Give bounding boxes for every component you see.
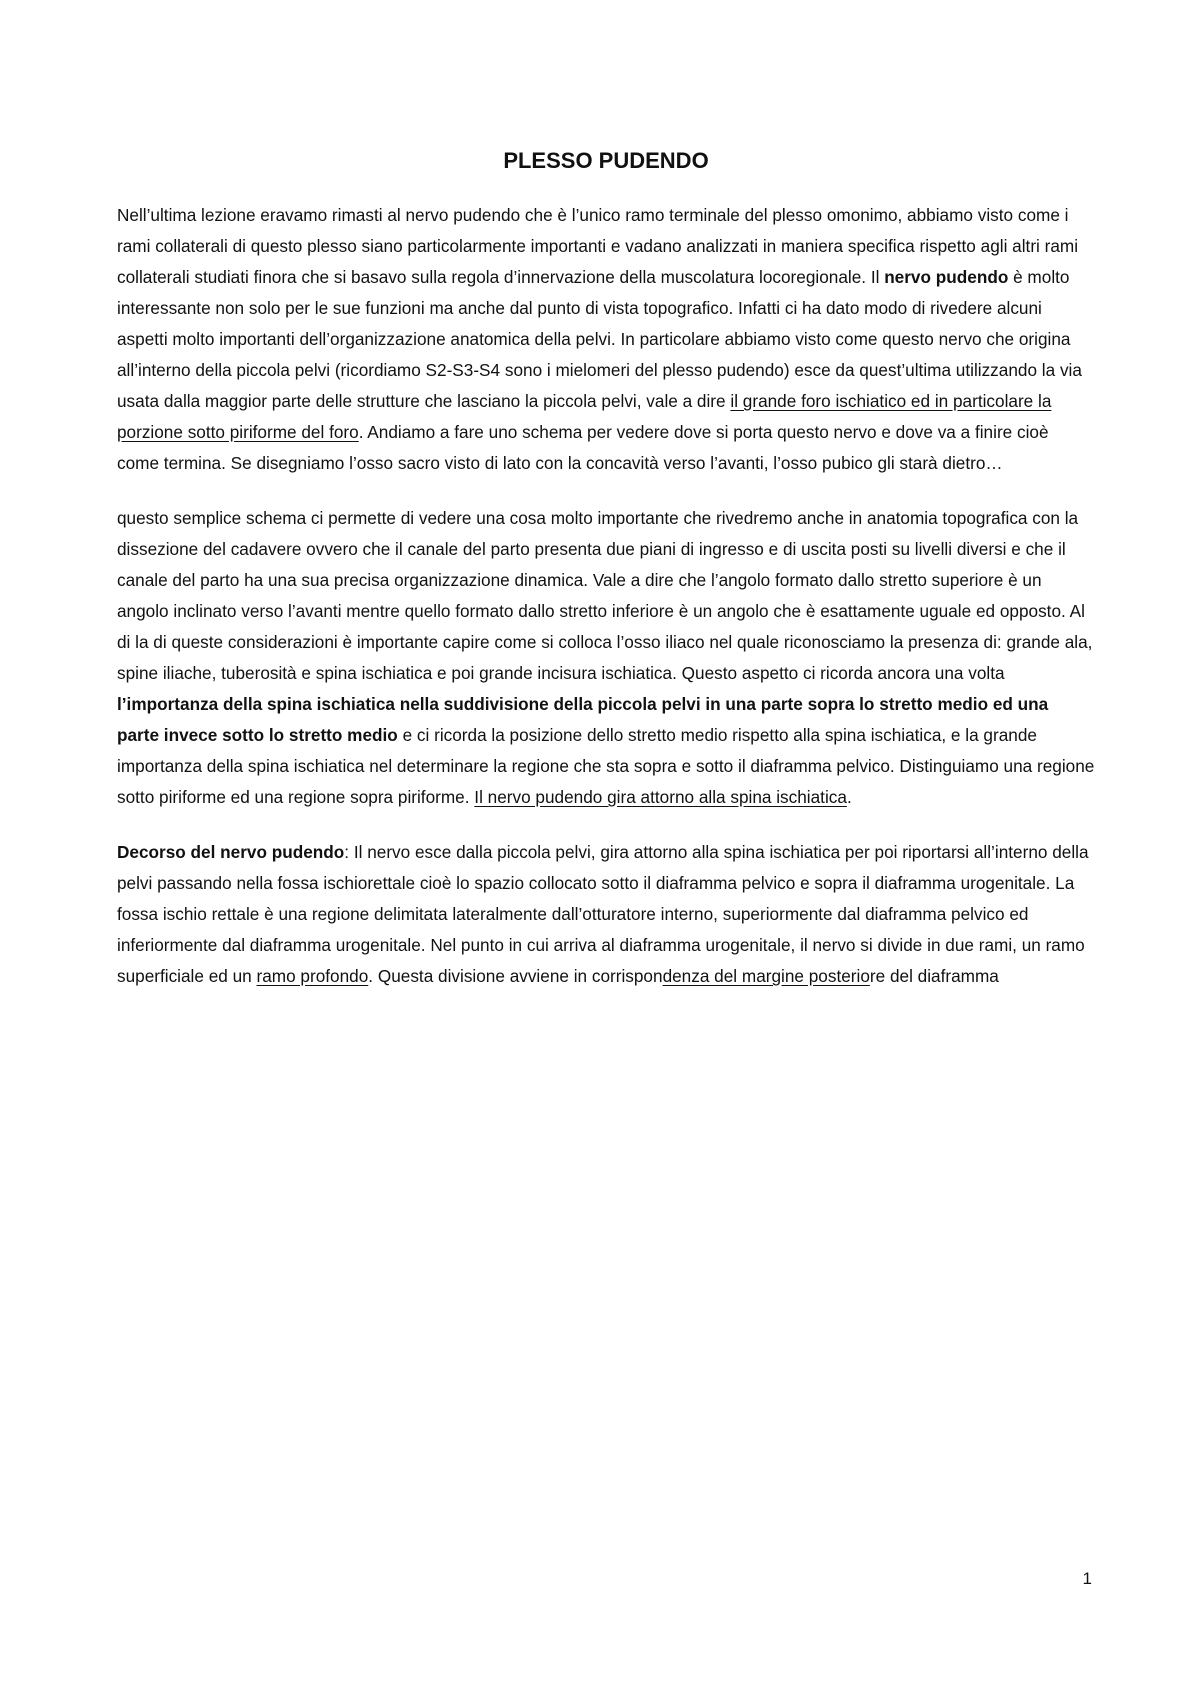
- document-title: PLESSO PUDENDO: [503, 148, 709, 173]
- bold-text: Decorso del nervo pudendo: [117, 842, 345, 862]
- text-segment: è molto interessante non solo per le sue funzioni ma anche dal punto di vista topografico. Infatti ci ha dato modo di rivedere alcuni aspetti molto importanti dell’organizzazione anatomica della pelvi. In particolare abbiamo visto come questo nervo che origina all’interno della piccola pelvi (ricordiamo S2-S3-S4 sono i mielomeri del plesso pudendo) esce da quest’ultima utilizzando la via usata dalla maggior parte delle strutture che lasciano la piccola pelvi, vale a dire: [117, 267, 1082, 411]
- text-segment: . Questa divisione avviene in corrispon: [368, 966, 663, 986]
- underlined-text: ramo profondo: [256, 966, 369, 986]
- text-segment: e ci ricorda la posizione dello stretto medio rispetto alla spina ischiatica, e la grande importanza della spina ischiatica nel determinare la regione che sta sopra e sotto il diaframma pelvico. Distinguiamo una regione sotto piriforme ed una regione sopra piriforme.: [117, 725, 1095, 807]
- document-body: [117, 146, 1095, 1016]
- paragraph-schema: [117, 503, 1095, 813]
- text-segment: questo semplice schema ci permette di vedere una cosa molto importante che rivedremo anche in anatomia topografica con la dissezione del cadavere ovvero che il canale del parto presenta due piani di ingresso e di uscita posti su livelli diversi e che il canale del parto ha una sua precisa organizzazione dinamica. Vale a dire che l’angolo formato dallo stretto superiore è un angolo inclinato verso l’avanti mentre quello formato dallo stretto inferiore è un angolo che è esattamente uguale ed opposto. Al di la di queste considerazioni è importante capire come si colloca l’osso iliaco nel quale riconosciamo la presenza di: grande ala, spine iliache, tuberosità e spina ischiatica e poi grande incisura ischiatica. Questo aspetto ci ricorda ancora una volta: [117, 508, 1093, 683]
- underlined-text: denza del margine posterio: [662, 966, 870, 986]
- paragraph-decorso: [117, 837, 1095, 992]
- text-segment: .: [846, 787, 852, 807]
- text-segment: : Il nervo esce dalla piccola pelvi, gira attorno alla spina ischiatica per poi riportarsi all’interno della pelvi passando nella fossa ischiorettale cioè lo spazio collocato sotto il diaframma pelvico e sopra il diaframma urogenitale. La fossa ischio rettale è una regione delimitata lateralmente dall’otturatore interno, superiormente dal diaframma pelvico ed inferiormente dal diaframma urogenitale. Nel punto in cui arriva al diaframma urogenitale, il nervo si divide in due rami, un ramo superficiale ed un: [117, 842, 1089, 986]
- text-segment: Nell’ultima lezione eravamo rimasti al nervo pudendo che è l’unico ramo terminale del plesso omonimo, abbiamo visto come i rami collaterali di questo plesso siano particolarmente importanti e vadano analizzati in maniera specifica rispetto agli altri rami collaterali studiati finora che si basavo sulla regola d’innervazione della muscolatura locoregionale. Il: [117, 205, 1079, 287]
- text-segment: re del diaframma: [869, 966, 999, 986]
- underlined-text: Il nervo pudendo gira attorno alla spina ischiatica: [474, 787, 847, 807]
- paragraph-intro: [117, 200, 1095, 479]
- text-segment: . Andiamo a fare uno schema per vedere dove si porta questo nervo e dove va a finire cioè come termina. Se disegniamo l’osso sacro visto di lato con la concavità verso l’avanti, l’osso pubico gli starà dietro…: [117, 422, 1049, 473]
- page-number: 1: [1082, 1569, 1092, 1588]
- bold-text: l’importanza della spina ischiatica nella suddivisione della piccola pelvi in una parte sopra lo stretto medio ed una parte invece sotto lo stretto medio: [117, 694, 1049, 745]
- bold-text: nervo pudendo: [884, 267, 1009, 287]
- underlined-text: il grande foro ischiatico ed in particolare la porzione sotto piriforme del foro: [117, 391, 1052, 442]
